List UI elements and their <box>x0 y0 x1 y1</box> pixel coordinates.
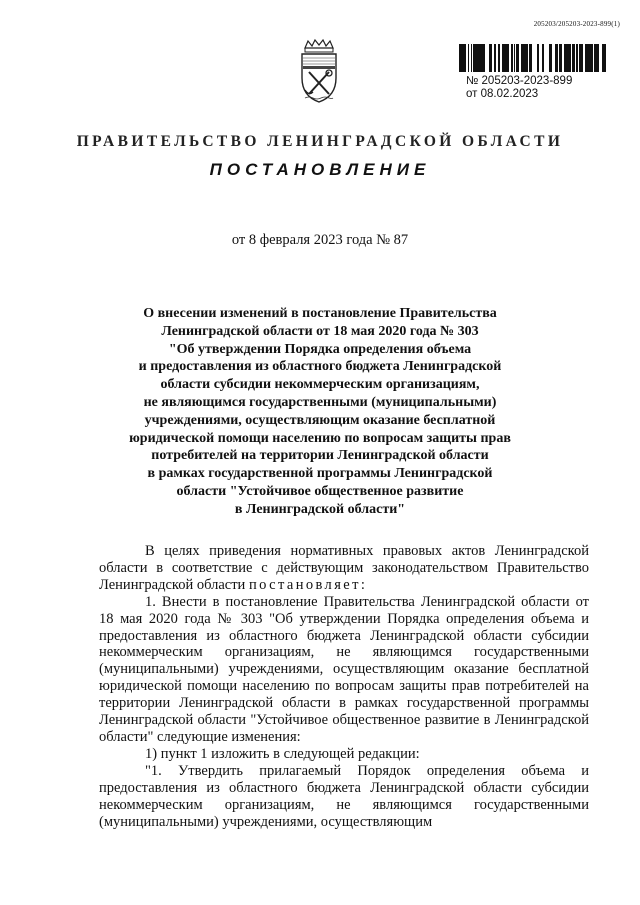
barcode-bar <box>477 44 480 72</box>
barcode-bar <box>587 44 590 72</box>
barcode-bar <box>463 44 466 72</box>
authority-heading: ПРАВИТЕЛЬСТВО ЛЕНИНГРАДСКОЙ ОБЛАСТИ <box>76 133 564 150</box>
barcode-bar <box>525 44 528 72</box>
barcode-bar <box>550 44 551 72</box>
title-line: юридической помощи населению по вопросам защиты прав <box>129 430 511 446</box>
title-line: учреждениями, осуществляющим оказание бесплатной <box>144 412 496 428</box>
barcode-bar <box>572 44 573 72</box>
document-type: ПОСТАНОВЛЕНИЕ <box>209 160 431 179</box>
barcode-bar <box>460 44 462 72</box>
barcode-bar <box>459 44 460 72</box>
barcode-bar <box>573 44 575 72</box>
barcode-bar <box>521 44 522 72</box>
barcode-bar <box>555 44 558 72</box>
barcode-bar <box>473 44 474 72</box>
barcode-bar <box>549 44 550 72</box>
barcode-bar <box>529 44 530 72</box>
registration-number: № 205203-2023-899 <box>466 75 573 87</box>
barcode-bar <box>524 44 525 72</box>
title-line: в рамках государственной программы Ленинградской <box>147 466 493 482</box>
barcode-bar <box>592 44 593 72</box>
barcode-bar <box>591 44 592 72</box>
barcode-bar <box>498 44 500 72</box>
barcode-bar <box>474 44 476 72</box>
decree-date-number: от 8 февраля 2023 года № 87 <box>231 232 409 248</box>
barcode-bar <box>564 44 567 72</box>
barcode-bar <box>530 44 531 72</box>
barcode-bar <box>511 44 512 72</box>
barcode-bar <box>471 44 472 72</box>
barcode-bar <box>570 44 571 72</box>
barcode-bar <box>596 44 597 72</box>
barcode-bar <box>602 44 604 72</box>
document-id: 205203/205203-2023-899(1) <box>533 20 620 28</box>
barcode-bar <box>579 44 580 72</box>
barcode-bar <box>468 44 469 72</box>
barcode-bar <box>502 44 503 72</box>
barcode-bar <box>494 44 495 72</box>
barcode-bar <box>580 44 582 72</box>
barcode-bar <box>597 44 599 72</box>
barcode-bar <box>503 44 505 72</box>
coat-of-arms-icon <box>299 38 339 104</box>
title-line: в Ленинградской области" <box>234 501 406 517</box>
new-wording-paragraph: "1. Утвердить прилагаемый Порядок определения объема и предоставления из областного бюджета Ленинградской области субсидии некоммерческим организациям, не являющимся государственными (муниципальными) учреждениями, осуществляющим <box>99 762 589 830</box>
barcode-bar <box>495 44 496 72</box>
preamble-paragraph <box>99 543 589 594</box>
title-line: не являющимся государственными (муниципальными) <box>143 394 497 410</box>
barcode-bar <box>514 44 515 72</box>
barcode-bar <box>522 44 524 72</box>
barcode-bar <box>512 44 513 72</box>
registration-date: от 08.02.2023 <box>466 88 539 100</box>
barcode-bar <box>531 44 532 72</box>
decree-body <box>99 543 589 830</box>
barcode-bar <box>542 44 544 72</box>
barcode-bar <box>505 44 506 72</box>
title-line: О внесении изменений в постановление Правительства <box>143 306 497 321</box>
barcode-bar <box>476 44 477 72</box>
barcode-bar <box>462 44 463 72</box>
barcode-bar <box>582 44 583 72</box>
title-line: и предоставления из областного бюджета Ленинградской <box>138 359 502 375</box>
barcode-bar <box>537 44 539 72</box>
title-line: области "Устойчивое общественное развитие <box>176 483 464 499</box>
resolves-word: постановляет: <box>248 576 368 593</box>
barcode-bar <box>585 44 587 72</box>
barcode-bar <box>551 44 552 72</box>
barcode-bar <box>506 44 509 72</box>
barcode-bar <box>576 44 577 72</box>
barcode-bar <box>489 44 492 72</box>
title-line: "Об утверждении Порядка определения объема <box>168 341 472 357</box>
title-line: Ленинградской области от 18 мая 2020 года № 303 <box>161 323 479 339</box>
barcode-bar <box>480 44 481 72</box>
barcode-bar <box>604 44 606 72</box>
registration-stamp <box>466 75 572 101</box>
barcode-bar <box>567 44 570 72</box>
document-barcode <box>455 44 607 72</box>
barcode-bar <box>516 44 519 72</box>
title-line: потребителей на территории Ленинградской области <box>151 448 489 464</box>
barcode-bar <box>590 44 591 72</box>
decree-title <box>118 305 522 519</box>
barcode-bar <box>484 44 485 72</box>
barcode-bar <box>481 44 484 72</box>
subitem-1-paragraph: 1) пункт 1 изложить в следующей редакции: <box>145 745 420 762</box>
barcode-bar <box>577 44 578 72</box>
barcode-bar <box>594 44 596 72</box>
item-1-paragraph: 1. Внести в постановление Правительства Ленинградской области от 18 мая 2020 года № 303 "Об утверждении Порядка определения объема и предоставления из областного бюджета Ленинградской области субсидии некоммерческим организациям, не являющимся государственными (муниципальными) учреждениями, осуществляющим оказание бесплатной юридической помощи населению по вопросам защиты прав потребителей на территории Ленинградской области в рамках государственной программы Ленинградской области "Устойчивое общественное развитие в Ленинградской области" следующие изменения: <box>99 593 589 745</box>
title-line: области субсидии некоммерческим организациям, <box>160 377 480 393</box>
preamble-text: В целях приведения нормативных правовых актов Ленинградской области в соответствие с действующим законодательством Правительство Ленинградской области <box>99 543 589 593</box>
barcode-bar <box>559 44 562 72</box>
